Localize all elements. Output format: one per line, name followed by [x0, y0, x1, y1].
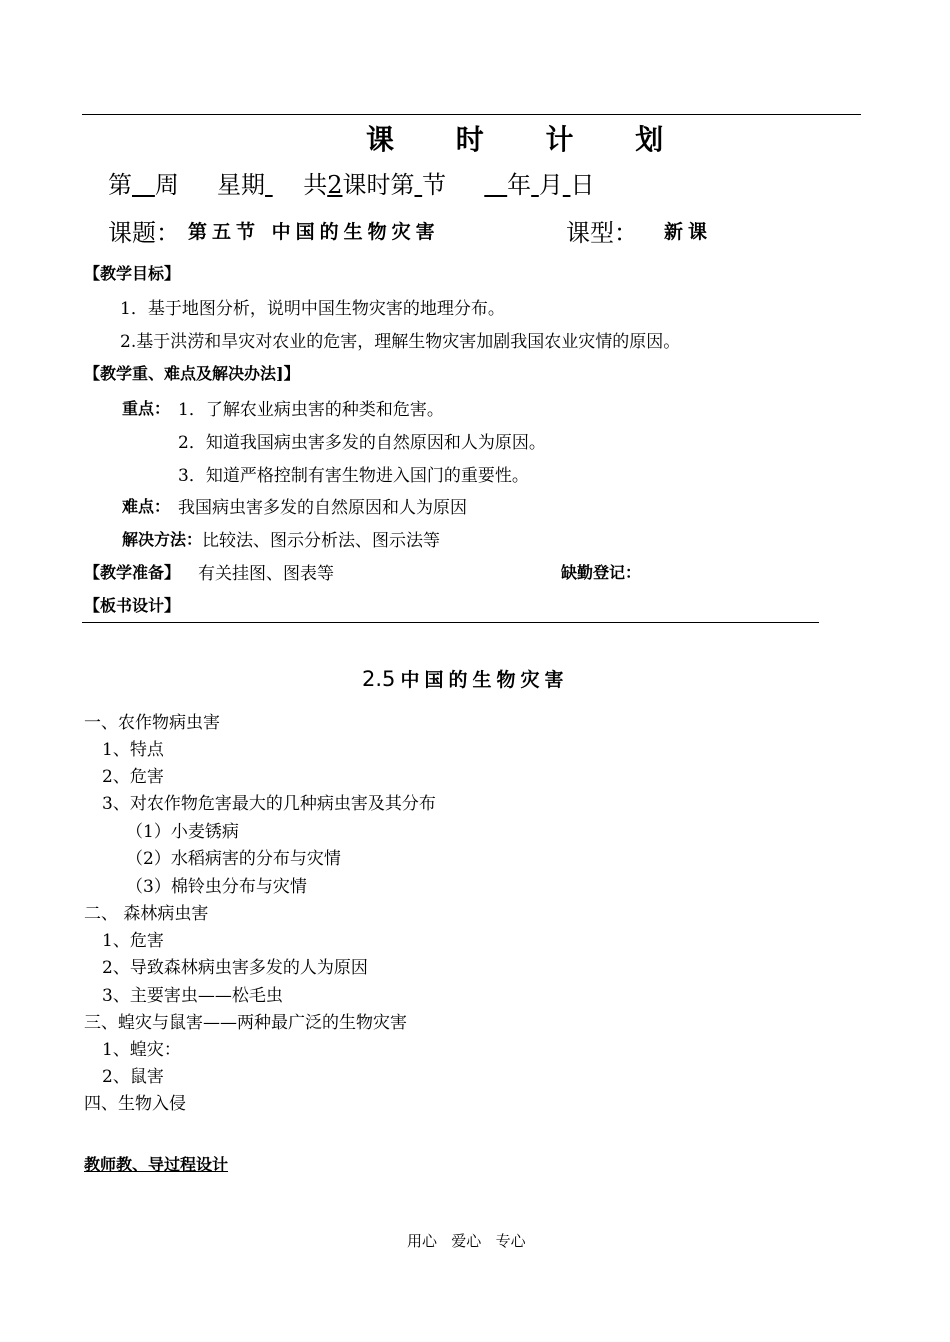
outline-item: 1、蝗灾：	[102, 1040, 181, 1060]
outline-item: 1、危害	[102, 931, 164, 951]
focus-label: 重点：	[122, 399, 171, 418]
outline-item: 2、鼠害	[102, 1067, 164, 1087]
outline-item: 三、蝗灾与鼠害——两种最广泛的生物灾害	[84, 1013, 407, 1033]
focus-item-3: 3．知道严格控制有害生物进入国门的重要性。	[178, 466, 529, 486]
topic-label: 课题：	[108, 219, 180, 247]
type-label: 课型：	[566, 219, 638, 247]
outline-item: （3）棉铃虫分布与灾情	[126, 877, 307, 897]
keypoints-heading: 【教学重、难点及解决办法]】	[84, 364, 300, 383]
board-title-number: 2.5	[362, 667, 396, 691]
outline-item: 四、生物入侵	[84, 1094, 186, 1114]
outline-item: 2、危害	[102, 767, 164, 787]
objective-item-2: 2.基于洪涝和旱灾对农业的危害，理解生物灾害加剧我国农业灾情的原因。	[120, 332, 681, 352]
type-value: 新课	[664, 221, 713, 243]
objective-item-1: 1．基于地图分析，说明中国生物灾害的地理分布。	[120, 299, 505, 319]
topic-value: 第五节 中国的生物灾害	[188, 221, 440, 243]
board-rule	[82, 622, 819, 623]
page-footer: 用心 爱心 专心	[407, 1232, 526, 1250]
method-label: 解决方法：	[122, 530, 203, 549]
difficulty-value: 我国病虫害多发的自然原因和人为原因	[178, 498, 467, 518]
process-heading: 教师教、导过程设计	[84, 1155, 229, 1174]
outline-item: （2）水稻病害的分布与灾情	[126, 849, 341, 869]
outline-item: 二、 森林病虫害	[84, 904, 209, 924]
outline-item: 3、对农作物危害最大的几种病虫害及其分布	[102, 794, 436, 814]
outline-item: 一、农作物病虫害	[84, 713, 220, 733]
method-value: 比较法、图示分析法、图示法等	[202, 531, 440, 551]
outline-item: （1）小麦锈病	[126, 822, 239, 842]
page-title: 课 时 计 划	[366, 123, 690, 156]
outline-item: 3、主要害虫——松毛虫	[102, 986, 283, 1006]
focus-item-2: 2．知道我国病虫害多发的自然原因和人为原因。	[178, 433, 546, 453]
total-lessons: 2	[327, 171, 343, 199]
outline-item: 1、特点	[102, 740, 164, 760]
preparation-heading: 【教学准备】	[84, 563, 181, 582]
difficulty-label: 难点：	[122, 497, 171, 516]
top-rule	[82, 114, 861, 115]
board-title	[362, 665, 569, 692]
preparation-value: 有关挂图、图表等	[198, 564, 334, 584]
absence-label: 缺勤登记：	[561, 563, 642, 582]
board-title-text: 中国的生物灾害	[400, 669, 569, 691]
objectives-heading: 【教学目标】	[84, 264, 181, 283]
outline-item: 2、导致森林病虫害多发的人为原因	[102, 958, 368, 978]
board-heading: 【板书设计】	[84, 596, 181, 615]
schedule-line: 第 周 星期 共2课时第 节 年 月 日	[108, 171, 595, 199]
focus-item-1: 1．了解农业病虫害的种类和危害。	[178, 400, 444, 420]
